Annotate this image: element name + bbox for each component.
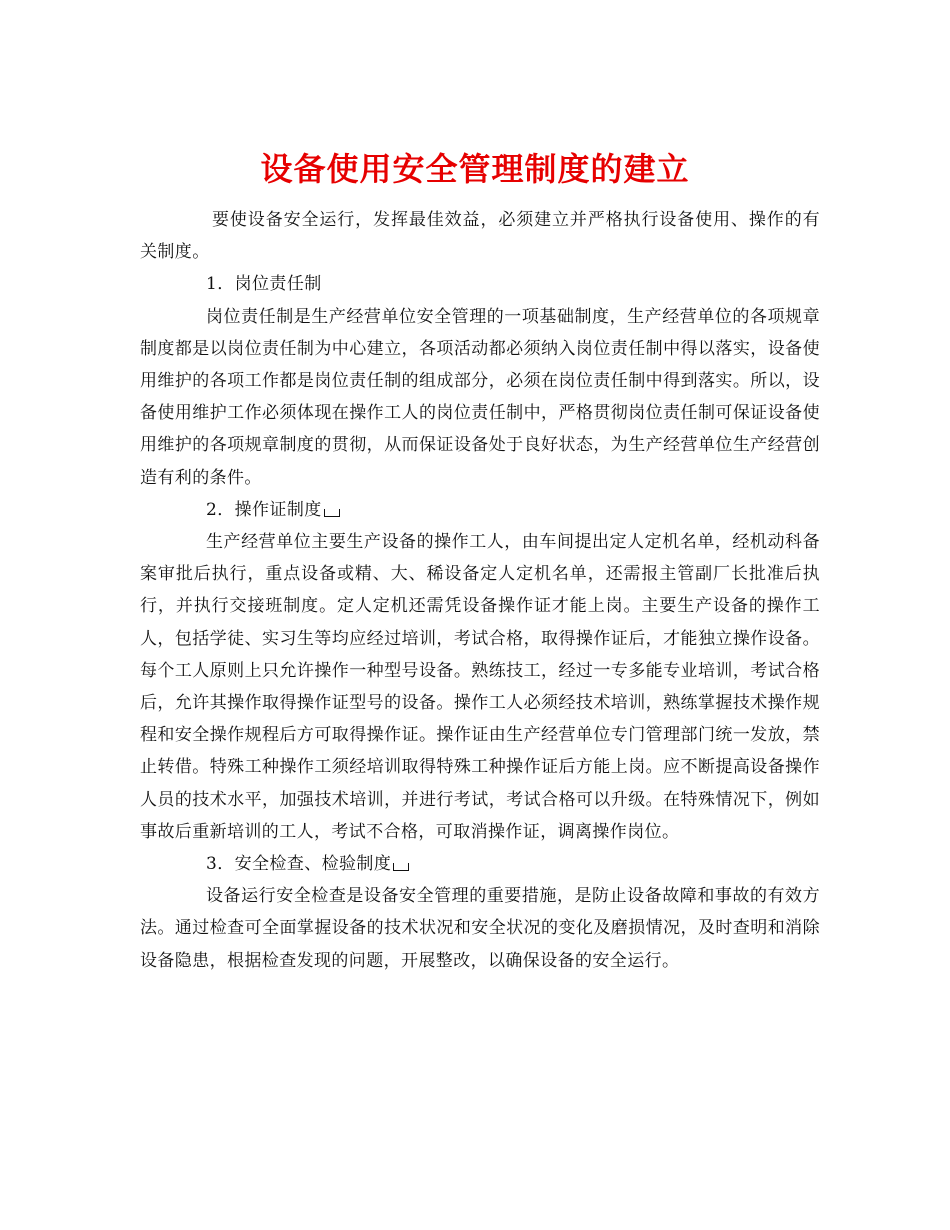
section-heading-2 [140, 494, 820, 526]
bracket-mark-icon [324, 509, 340, 517]
section-paragraph-2: 生产经营单位主要生产设备的操作工人，由车间提出定人定机名单，经机动科备案审批后执行，重点设备或精、大、稀设备定人定机名单，还需报主管副厂长批准后执行，并执行交接班制度。定人定机还需凭设备操作证才能上岗。主要生产设备的操作工人，包括学徒、实习生等均应经过培训，考试合格，取得操作证后，才能独立操作设备。每个工人原则上只允许操作一种型号设备。熟练技工，经过一专多能专业培训，考试合格后，允许其操作取得操作证型号的设备。操作工人必须经技术培训，熟练掌握技术操作规程和安全操作规程后方可取得操作证。操作证由生产经营单位专门管理部门统一发放，禁止转借。特殊工种操作工须经培训取得特殊工种操作证后方能上岗。应不断提高设备操作人员的技术水平，加强技术培训，并进行考试，考试合格可以升级。在特殊情况下，例如事故后重新培训的工人，考试不合格，可取消操作证，调离操作岗位。 [140, 532, 820, 842]
section-paragraph-3: 设备运行安全检查是设备安全管理的重要措施，是防止设备故障和事故的有效方法。通过检查可全面掌握设备的技术状况和安全状况的变化及磨损情况，及时查明和消除设备隐患，根据检查发现的问题，开展整改，以确保设备的安全运行。 [140, 886, 820, 971]
section-heading-3 [140, 848, 820, 880]
document-title: 设备使用安全管理制度的建立 [260, 150, 690, 189]
section-heading-1-text: 1．岗位责任制 [206, 274, 322, 295]
intro-paragraph: 要使设备安全运行，发挥最佳效益，必须建立并严格执行设备使用、操作的有关制度。 [140, 210, 820, 263]
section-paragraph-1: 岗位责任制是生产经营单位安全管理的一项基础制度，生产经营单位的各项规章制度都是以岗位责任制为中心建立，各项活动都必须纳入岗位责任制中得以落实，设备使用维护的各项工作都是岗位责任制的组成部分，必须在岗位责任制中得到落实。所以，设备使用维护工作必须体现在操作工人的岗位责任制中，严格贯彻岗位责任制可保证设备使用维护的各项规章制度的贯彻，从而保证设备处于良好状态，为生产经营单位生产经营创造有利的条件。 [140, 306, 820, 488]
section-heading-3-text: 3．安全检查、检验制度 [206, 854, 392, 875]
section-heading-1 [140, 268, 820, 300]
bracket-mark-icon [393, 863, 409, 871]
document-body [140, 204, 820, 977]
section-heading-2-text: 2．操作证制度 [206, 499, 322, 520]
